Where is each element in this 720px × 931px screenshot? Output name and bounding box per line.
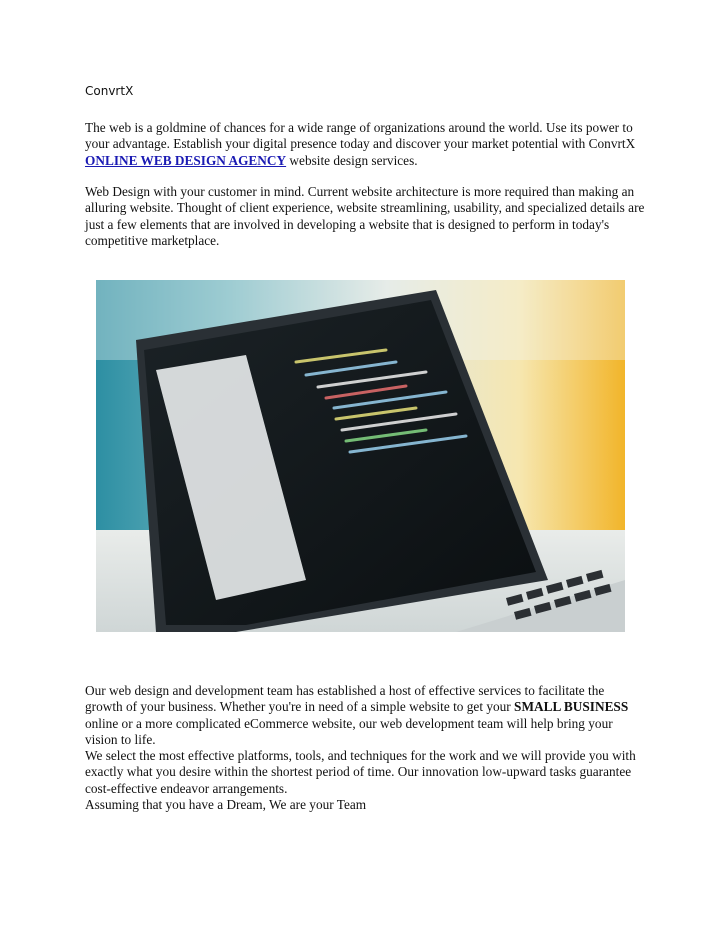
- online-web-design-agency-link[interactable]: ONLINE WEB DESIGN AGENCY: [85, 152, 287, 168]
- brand-header: ConvrtX: [85, 84, 134, 98]
- services-text: Our web design and development team has established a host of effective services to facilitate the growth of your business. Whether you're in need of a simple website to get your: [85, 683, 605, 715]
- small-business-text: SMALL BUSINESS: [514, 699, 629, 715]
- services-text-end: online or a more complicated eCommerce website, our web development team will help bring your vision to life.: [85, 715, 613, 747]
- platforms-text: We select the most effective platforms, tools, and techniques for the work and we will provide you with exactly what you desire within the shortest period of time. Our innovation low-upward tasks guarantee cost-effective endeavor arrangements.: [85, 748, 636, 796]
- design-paragraph: Web Design with your customer in mind. Current website architecture is more required than making an alluring website. Thought of client experience, website streamlining, usability, and specialized details are just a few elements that are involved in developing a website that is designed to perform in today's competitive marketplace.: [85, 184, 645, 248]
- services-paragraph: [85, 683, 645, 813]
- intro-text-end: website design services.: [286, 152, 418, 168]
- intro-paragraph: [85, 120, 645, 169]
- tagline-text: Assuming that you have a Dream, We are your Team: [85, 797, 367, 813]
- laptop-code-image: [96, 280, 625, 632]
- intro-text: The web is a goldmine of chances for a wide range of organizations around the world. Use its power to your advantage. Establish your digital presence today and discover your market potential with ConvrtX: [85, 120, 636, 152]
